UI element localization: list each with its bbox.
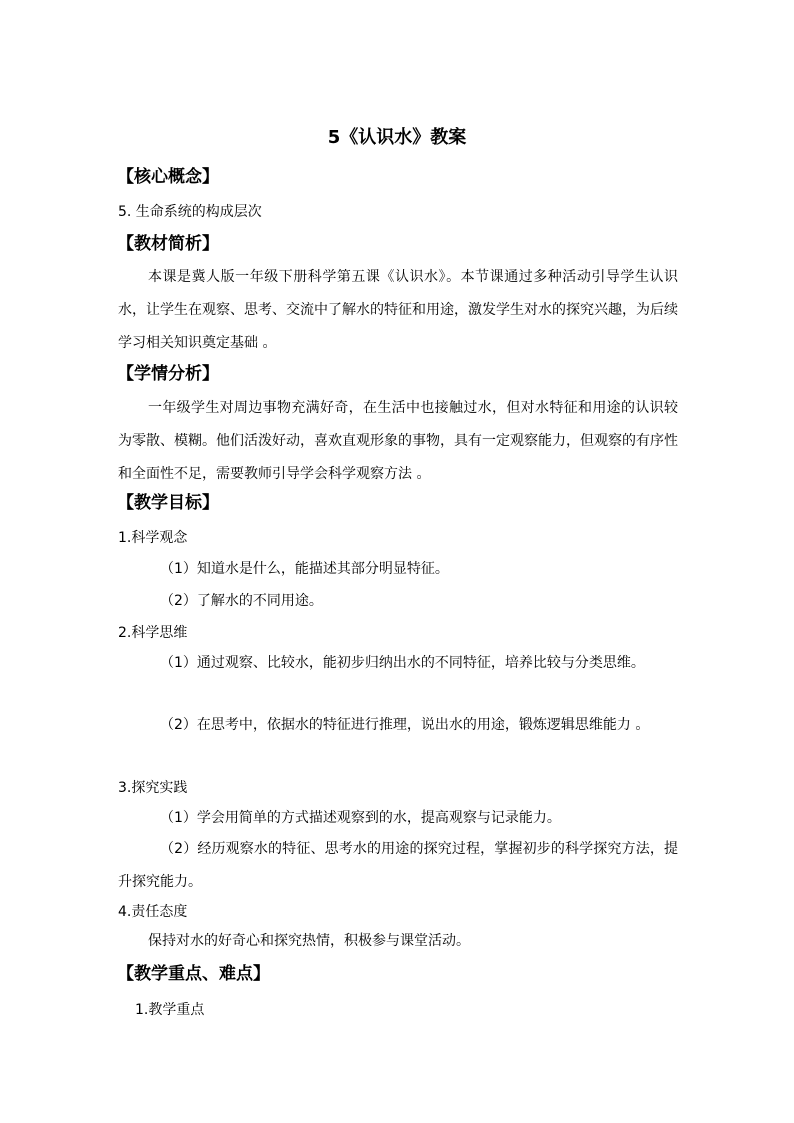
goal-1-item-1: （1）知道水是什么，能描述其部分明显特征。: [160, 561, 449, 577]
heading-key-points: 【教学重点、难点】: [117, 964, 270, 984]
document-title: 5《认识水》教案: [327, 127, 467, 148]
goal-2-item-1: （1）通过观察、比较水，能初步归纳出水的不同特征，培养比较与分类思维。: [160, 655, 645, 671]
goal-2-label: 2.科学思维: [118, 625, 188, 641]
goal-3-item-2: （2）经历观察水的特征、思考水的用途的探究过程，掌握初步的科学探究方法，提升探究能力。: [118, 841, 678, 890]
core-concept-text: 5. 生命系统的构成层次: [118, 204, 262, 220]
learner-analysis-paragraph: 一年级学生对周边事物充满好奇，在生活中也接触过水，但对水特征和用途的认识较为零散、模糊。他们活泼好动，喜欢直观形象的事物，具有一定观察能力，但观察的有序性和全面性不足，需要教师引导学会科学观察方法 。: [118, 400, 678, 482]
textbook-analysis-paragraph: 本课是冀人版一年级下册科学第五课《认识水》。本节课通过多种活动引导学生认识水，让学生在观察、思考、交流中了解水的特征和用途，激发学生对水的探究兴趣，为后续学习相关知识奠定基础 。: [118, 269, 678, 351]
heading-textbook-analysis: 【教材简析】: [117, 234, 219, 254]
goal-1-item-2: （2）了解水的不同用途。: [160, 593, 323, 609]
heading-learner-analysis: 【学情分析】: [117, 364, 219, 384]
heading-teaching-goals: 【教学目标】: [117, 493, 219, 513]
goal-4-label: 4.责任态度: [118, 904, 188, 920]
key-points-subheading: 1.教学重点: [135, 1002, 205, 1018]
goal-3-item-1: （1）学会用简单的方式描述观察到的水，提高观察与记录能力。: [160, 810, 561, 826]
goal-1-label: 1.科学观念: [118, 530, 188, 546]
heading-core-concept: 【核心概念】: [117, 167, 219, 187]
goal-3-label: 3.探究实践: [118, 780, 188, 796]
goal-2-item-2: （2）在思考中，依据水的特征进行推理，说出水的用途，锻炼逻辑思维能力 。: [160, 717, 650, 733]
goal-4-item-1: 保持对水的好奇心和探究热情，积极参与课堂活动。: [148, 933, 470, 949]
